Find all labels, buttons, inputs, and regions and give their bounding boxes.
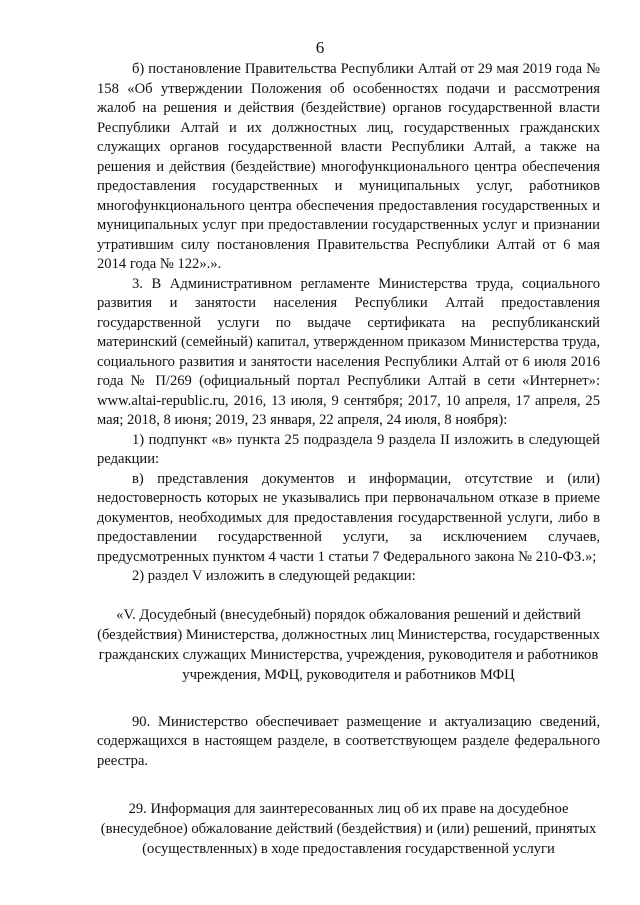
page-number: 6 (315, 38, 325, 57)
paragraph-subitem-2: 2) раздел V изложить в следующей редакции: (132, 568, 416, 584)
paragraph-90: 90. Министерство обеспечивает размещение и актуализацию сведений, содержащихся в настоящем разделе, в соответствующем разделе федерального реестра. (97, 713, 600, 769)
paragraph-subitem-1: 1) подпункт «в» пункта 25 подраздела 9 раздела II изложить в следующей редакции: (97, 431, 600, 467)
paragraph-resolution-158: б) постановление Правительства Республики Алтай от 29 мая 2019 года № 158 «Об утверждении Положения об особенностях подачи и рассмотрения жалоб на решения и действия (бездействие) органов государственной власти Республики Алтай и их должностных лиц, государственных гражданских служащих органов государственной власти Республики Алтай, а также на решения и действия (бездействие) многофункционального центра обеспечения предоставления государственных и муниципальных услуг, работников многофункционального центра обеспечения предоставления государственных и муниципальных услуг при предоставлении государственных услуг и признании утратившим силу постановления Правительства Республики Алтай от 6 мая 2014 года № 122».». (97, 61, 600, 272)
subsection-29-heading: 29. Информация для заинтересованных лиц об их праве на досудебное (внесудебное) обжалование действий (бездействия) и (или) решений, принятых (осуществленных) в ходе предоставления государственной услуги (100, 801, 597, 857)
paragraph-subitem-v: в) представления документов и информации, отсутствие и (или) недостоверность которых не указывались при первоначальном отказе в приеме документов, необходимых для предоставления государственной услуги, либо в предоставлении государственной услуги, за исключением случаев, предусмотренных пунктом 4 части 1 статьи 7 Федерального закона № 210-ФЗ.»; (97, 470, 600, 565)
section-v-heading: «V. Досудебный (внесудебный) порядок обжалования решений и действий (бездействия) Министерства, должностных лиц Министерства, государственных гражданских служащих Министерства, учреждения, руководителя и работников учреждения, МФЦ, руководителя и работников МФЦ (97, 606, 600, 683)
paragraph-item-3: 3. В Административном регламенте Министерства труда, социального развития и занятости населения Республики Алтай предоставления государственной услуги по выдаче сертификата на республиканский материнский (семейный) капитал, утвержденном приказом Министерства труда, социального развития и занятости населения Республики Алтай от 6 июля 2016 года № П/269 (официальный портал Республики Алтай в сети «Интернет»: www.altai-republic.ru, 2016, 13 июля, 9 сентября; 2017, 10 апреля, 17 апреля, 25 мая; 2018, 8 июня; 2019, 23 января, 22 апреля, 24 июля, 8 ноября): (97, 275, 600, 428)
document-body (97, 60, 600, 859)
